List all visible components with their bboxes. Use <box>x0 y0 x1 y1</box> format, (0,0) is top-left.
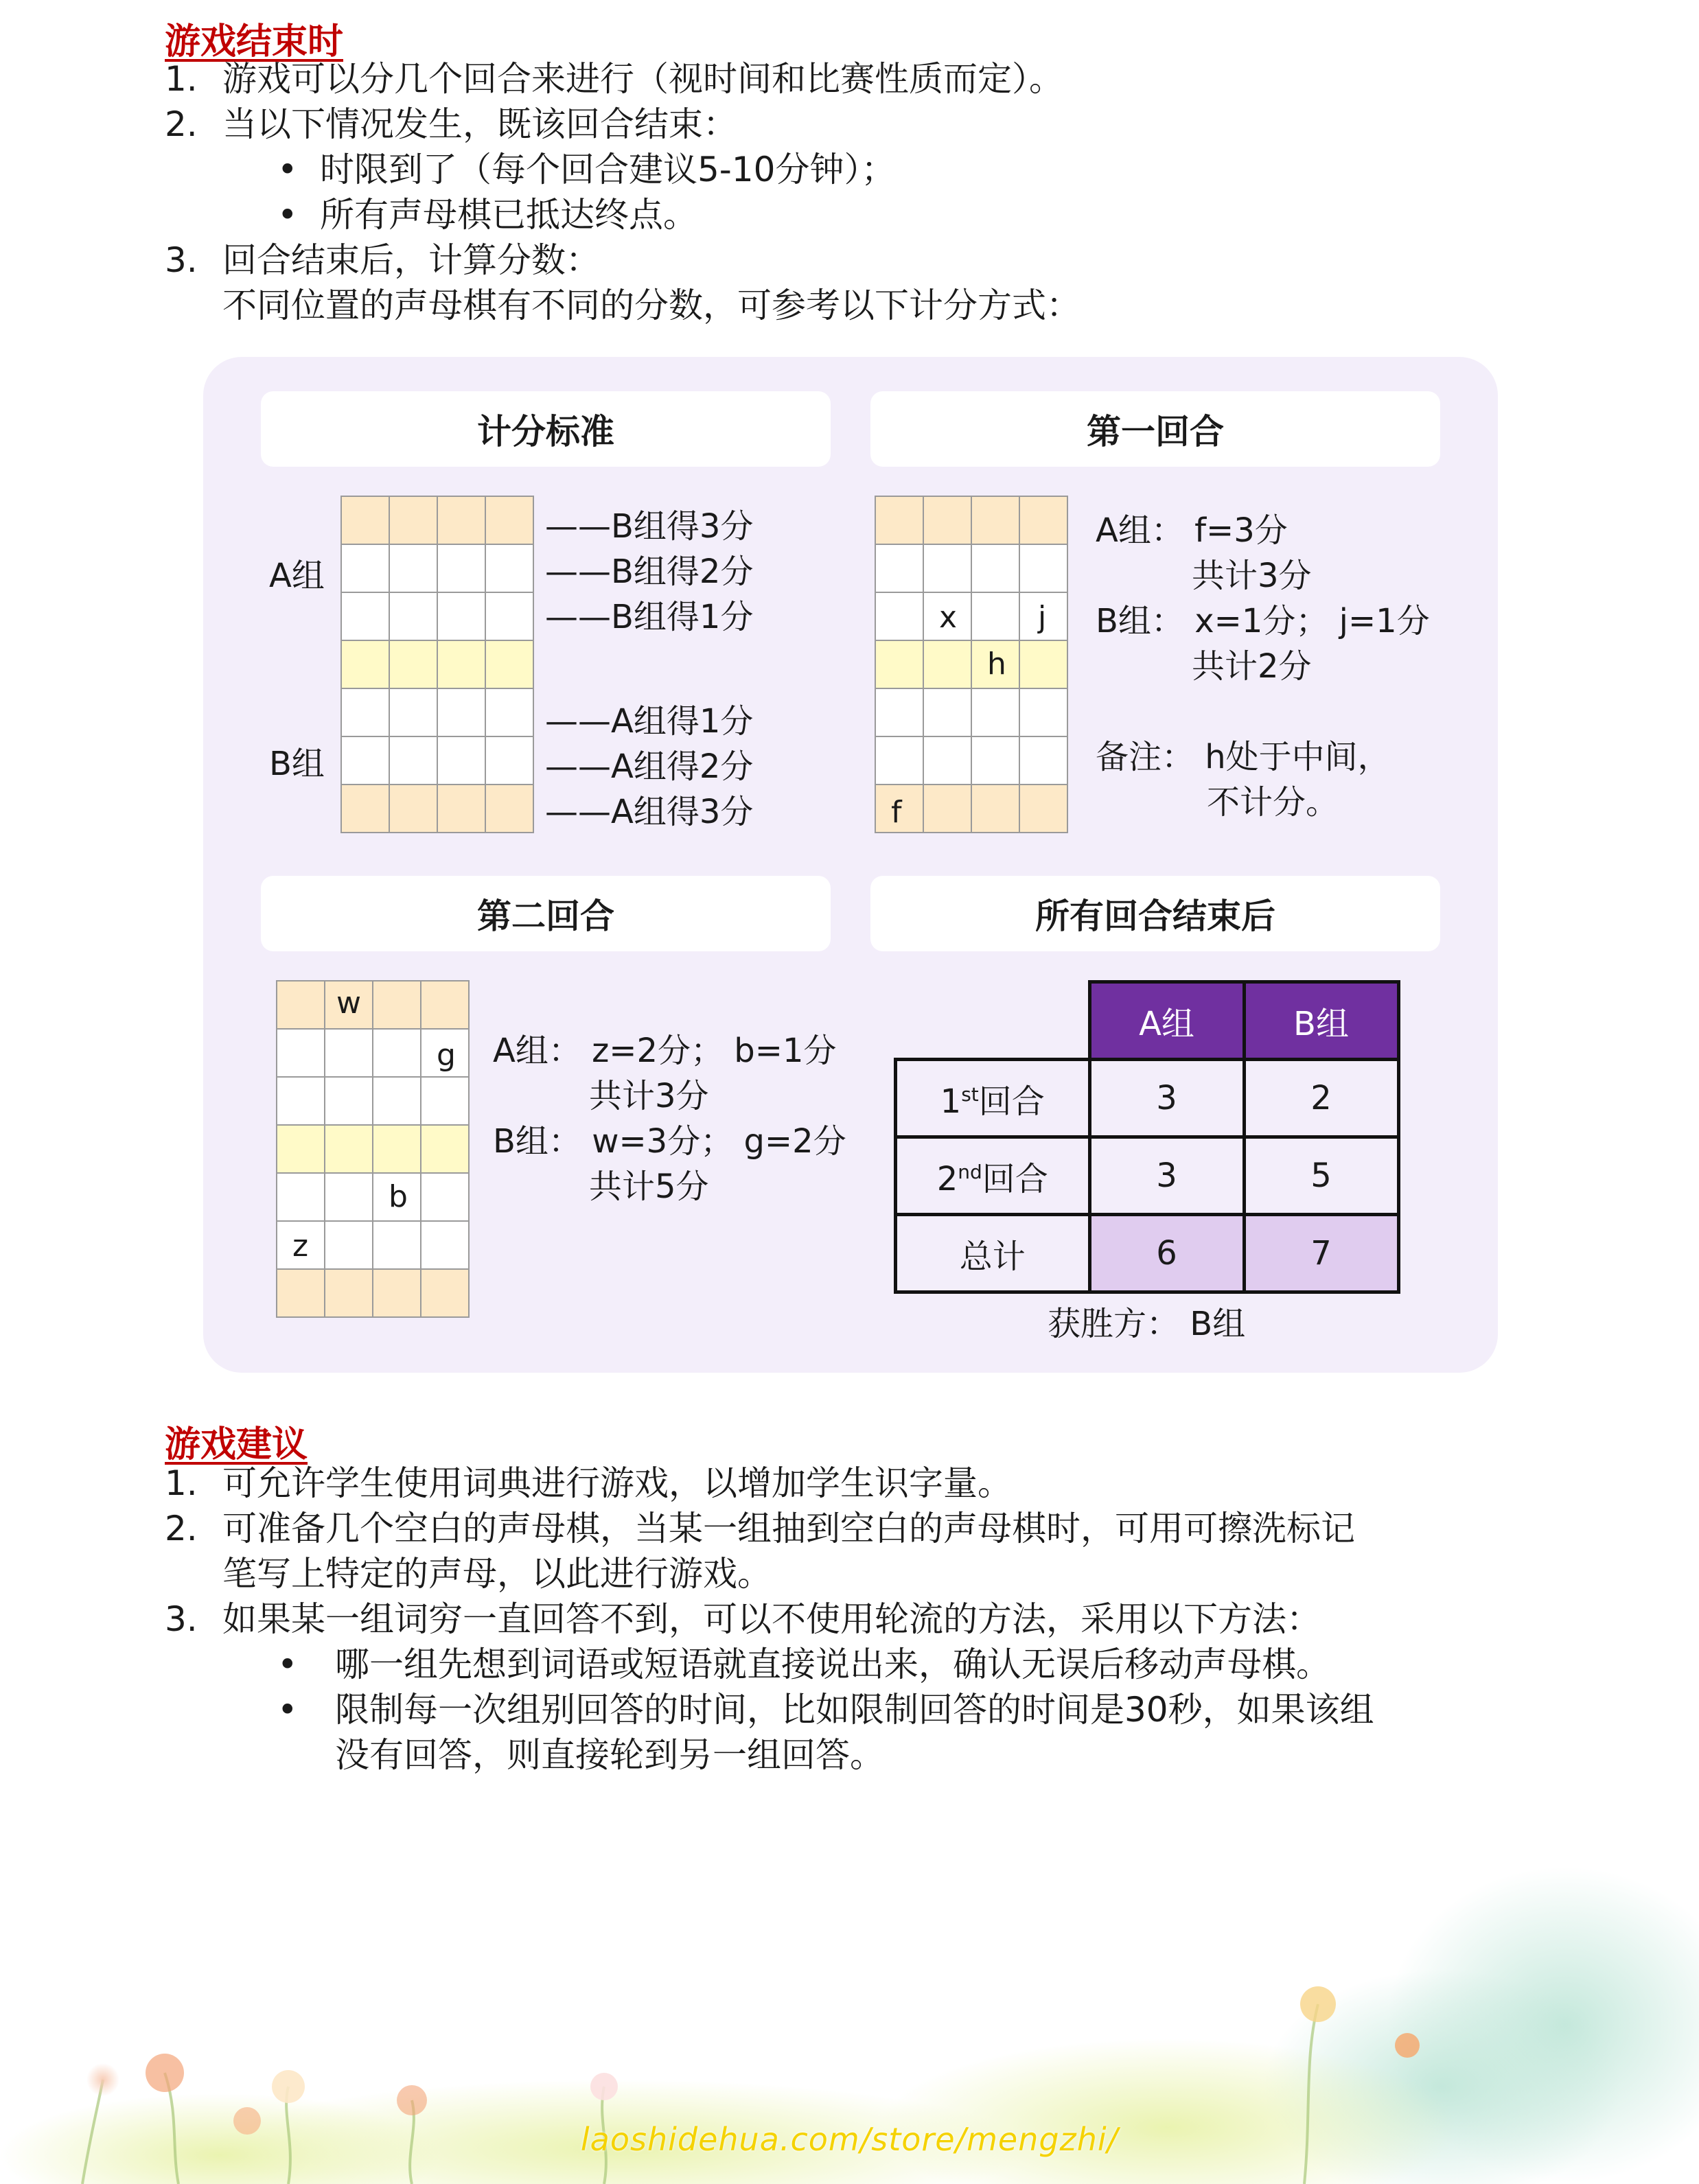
col-header-b: B组 <box>1244 982 1398 1060</box>
bullet-dot-icon: • <box>277 195 298 235</box>
round1-b-line1: B组： x=1分； j=1分 <box>1096 602 1430 640</box>
list-item-continued: 笔写上特定的声母，以此进行游戏。 <box>222 1554 772 1594</box>
item-number: 1. <box>165 1463 198 1503</box>
card-title-final: 所有回合结束后 <box>870 876 1440 951</box>
piece-w: w <box>336 986 361 1021</box>
bullet-item-continued: 没有回答，则直接轮到另一组回答。 <box>335 1735 884 1775</box>
table-header-row <box>896 982 1399 1060</box>
item-number: 1. <box>165 59 198 99</box>
score-cell: 3 <box>1089 1137 1244 1215</box>
bullet-text: 所有声母棋已抵达终点。 <box>320 195 697 235</box>
bullet-dot-icon: • <box>277 1645 298 1684</box>
rule-row: ——A组得3分 <box>545 793 754 831</box>
score-cell: 3 <box>1089 1060 1244 1137</box>
standard-board <box>340 496 534 833</box>
list-item <box>165 1506 1355 1551</box>
card-title-standard: 计分标准 <box>261 391 831 467</box>
total-cell: 7 <box>1244 1215 1398 1292</box>
round1-board <box>875 496 1068 833</box>
item-text: 当以下情况发生，既该回合结束： <box>222 104 737 144</box>
item-text: 回合结束后，计算分数： <box>222 240 600 280</box>
bullet-dot-icon: • <box>277 150 298 189</box>
piece-h: h <box>987 647 1006 682</box>
round1-note-line2: 不计分。 <box>1207 783 1339 822</box>
score-cell: 5 <box>1244 1137 1398 1215</box>
card-title-round2: 第二回合 <box>261 876 831 951</box>
round2-a-line2: 共计3分 <box>589 1077 709 1115</box>
bullet-dot-icon: • <box>277 1690 298 1730</box>
rule-row: ——B组得2分 <box>545 553 754 591</box>
rule-row: ——B组得3分 <box>545 507 754 546</box>
round1-a-line2: 共计3分 <box>1192 557 1312 595</box>
list-item <box>165 237 600 283</box>
round1-a-line1: A组： f=3分 <box>1096 511 1288 550</box>
round2-board <box>276 980 470 1318</box>
section-heading-game-end: 游戏结束时 <box>165 21 344 62</box>
scoring-note: 不同位置的声母棋有不同的分数，可参考以下计分方式： <box>222 286 1080 325</box>
item-text: 游戏可以分几个回合来进行（视时间和比赛性质而定）。 <box>222 59 1063 99</box>
item-number: 3. <box>165 1599 198 1639</box>
round1-b-line2: 共计2分 <box>1192 647 1312 686</box>
total-cell: 6 <box>1089 1215 1244 1292</box>
piece-z: z <box>292 1229 309 1264</box>
rule-row: ——B组得1分 <box>545 598 754 636</box>
final-score-table <box>894 980 1400 1294</box>
item-text: 可允许学生使用词典进行游戏，以增加学生识字量。 <box>222 1463 1012 1503</box>
item-text: 可准备几个空白的声母棋，当某一组抽到空白的声母棋时，可用可擦洗标记 <box>222 1509 1355 1548</box>
table-row <box>896 1060 1399 1137</box>
item-number: 3. <box>165 240 198 280</box>
bullet-text: 限制每一次组别回答的时间，比如限制回答的时间是30秒，如果该组 <box>335 1690 1374 1730</box>
table-row <box>896 1137 1399 1215</box>
list-item <box>165 1596 1321 1642</box>
winner-text: 获胜方： B组 <box>1048 1305 1246 1343</box>
piece-f: f <box>891 795 902 830</box>
group-a-label: A组 <box>269 557 325 595</box>
list-item <box>165 1461 1012 1506</box>
row-label: 2nd回合 <box>896 1137 1090 1215</box>
round2-b-line1: B组： w=3分； g=2分 <box>493 1122 846 1161</box>
rule-row: ——A组得1分 <box>545 702 754 741</box>
round2-b-line2: 共计5分 <box>589 1167 709 1206</box>
row-label: 1st回合 <box>896 1060 1090 1137</box>
piece-x: x <box>939 600 958 635</box>
col-header-a: A组 <box>1089 982 1244 1060</box>
footer-url[interactable]: laoshidehua.com/store/mengzhi/ <box>580 2121 1119 2158</box>
piece-g: g <box>437 1038 456 1073</box>
row-label: 总计 <box>896 1215 1090 1292</box>
item-text: 如果某一组词穷一直回答不到，可以不使用轮流的方法，采用以下方法： <box>222 1599 1321 1639</box>
section-heading-game-tips: 游戏建议 <box>165 1424 308 1465</box>
bullet-text: 哪一组先想到词语或短语就直接说出来，确认无误后移动声母棋。 <box>335 1645 1330 1684</box>
item-number: 2. <box>165 1509 198 1548</box>
round1-note-line1: 备注： h处于中间， <box>1096 738 1391 776</box>
score-cell: 2 <box>1244 1060 1398 1137</box>
bullet-text: 时限到了（每个回合建议5-10分钟）； <box>320 150 896 189</box>
card-title-round1: 第一回合 <box>870 391 1440 467</box>
item-number: 2. <box>165 104 198 144</box>
list-item <box>165 102 737 147</box>
group-b-label: B组 <box>269 745 325 783</box>
piece-b: b <box>389 1179 408 1214</box>
round2-a-line1: A组： z=2分； b=1分 <box>493 1032 837 1070</box>
table-row <box>896 1215 1399 1292</box>
piece-j: j <box>1038 600 1047 635</box>
rule-row: ——A组得2分 <box>545 747 754 786</box>
list-item <box>165 56 1063 102</box>
